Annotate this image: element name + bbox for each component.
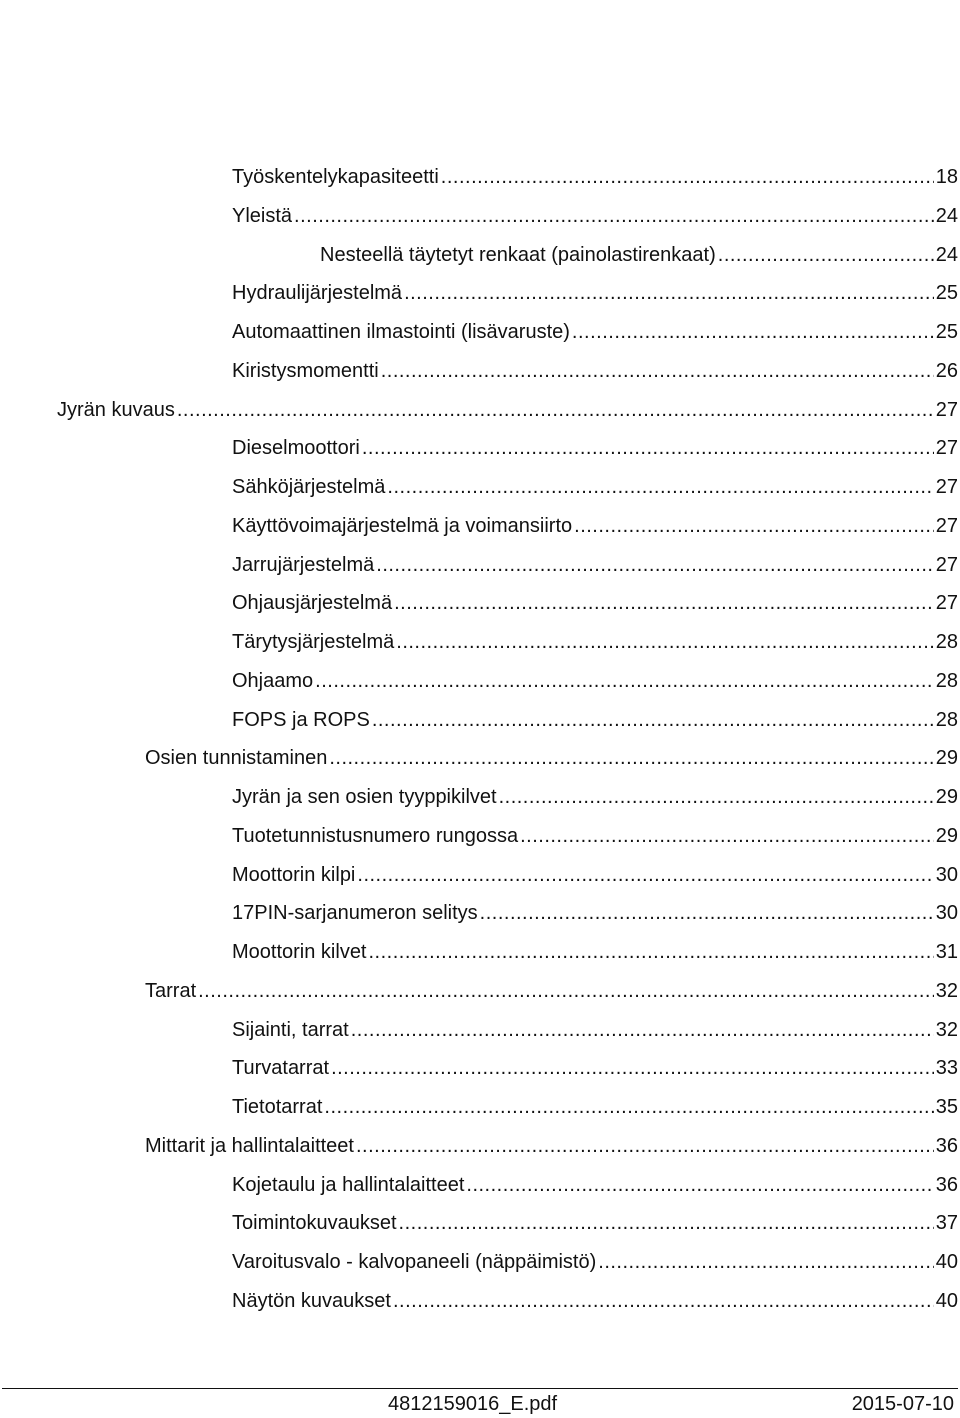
dot-leader [404,274,934,313]
toc-entry[interactable] [0,1127,958,1166]
toc-entry[interactable] [0,739,958,778]
toc-entry-page: 27 [935,437,958,460]
dot-leader [369,933,934,972]
dot-leader [441,158,934,197]
toc-entry-page: 27 [935,398,958,421]
footer-date: 2015-07-10 [851,1393,954,1415]
toc-entry-title: Tärytysjärjestelmä [232,631,395,653]
toc-entry-page: 18 [935,166,958,188]
toc-entry-title: Sijainti, tarrat [232,1018,349,1041]
toc-entry[interactable] [0,1204,958,1243]
toc-entry-title: Mittarit ja hallintalaitteet [145,1134,354,1157]
dot-leader [520,817,934,856]
toc-entry-title: Moottorin kilvet [232,941,367,963]
toc-entry-title: Kojetaulu ja hallintalaitteet [232,1173,465,1196]
table-of-contents [0,158,960,1321]
dot-leader [466,1166,933,1205]
toc-entry-title: Työskentelykapasiteetti [232,166,439,188]
toc-entry[interactable] [0,468,958,507]
toc-entry[interactable] [0,1166,958,1205]
toc-entry-title: Ohjaamo [232,669,314,692]
toc-entry-page: 25 [935,282,958,305]
dot-leader [574,507,934,546]
toc-entry[interactable] [0,584,958,623]
toc-entry-page: 27 [935,476,958,498]
dot-leader [718,236,934,275]
toc-entry-title: Nesteellä täytetyt renkaat (painolastirenkaat) [320,243,716,266]
toc-entry[interactable] [0,197,958,236]
toc-entry-page: 31 [935,941,958,963]
toc-entry[interactable] [0,546,958,585]
toc-entry-page: 35 [935,1096,958,1118]
footer-divider [2,1388,958,1389]
toc-entry-title: Tuotetunnistusnumero rungossa [232,824,519,847]
toc-entry-page: 32 [935,979,958,1002]
footer-filename: 4812159016_E.pdf [388,1393,558,1415]
toc-entry[interactable] [0,623,958,662]
dot-leader [351,1011,934,1050]
dot-leader [294,197,934,236]
toc-entry[interactable] [0,236,958,275]
toc-entry-page: 24 [935,243,958,266]
toc-entry-title: Varoitusvalo - kalvopaneeli (näppäimistö) [232,1251,597,1273]
dot-leader [499,778,934,817]
toc-entry[interactable] [0,391,958,430]
toc-entry-page: 29 [935,824,958,847]
dot-leader [572,313,934,352]
toc-entry-title: Tietotarrat [232,1096,323,1118]
toc-entry-title: Osien tunnistaminen [145,747,328,770]
dot-leader [598,1243,933,1282]
dot-leader [393,1282,934,1321]
toc-entry-title: Moottorin kilpi [232,863,356,886]
toc-entry-title: Kiristysmomentti [232,359,379,382]
dot-leader [394,584,934,623]
toc-entry-page: 32 [935,1018,958,1041]
dot-leader [329,739,933,778]
toc-entry-page: 40 [935,1289,958,1312]
toc-entry[interactable] [0,1282,958,1321]
toc-entry-page: 29 [935,747,958,770]
dot-leader [315,662,934,701]
toc-entry[interactable] [0,429,958,468]
dot-leader [376,546,933,585]
toc-entry[interactable] [0,313,958,352]
dot-leader [372,701,934,740]
dot-leader [177,391,934,430]
toc-entry-page: 28 [935,631,958,653]
toc-entry-page: 27 [935,514,958,537]
toc-entry-page: 28 [935,669,958,692]
toc-entry-title: Tarrat [145,979,197,1002]
toc-entry-page: 30 [935,902,958,925]
toc-entry[interactable] [0,1088,958,1127]
toc-entry[interactable] [0,701,958,740]
toc-entry[interactable] [0,1011,958,1050]
toc-entry-title: Sähköjärjestelmä [232,476,386,498]
dot-leader [387,468,933,507]
toc-entry-title: Näytön kuvaukset [232,1289,391,1312]
toc-entry-page: 26 [935,359,958,382]
dot-leader [399,1204,934,1243]
toc-entry-page: 37 [935,1212,958,1235]
toc-entry-page: 36 [935,1173,958,1196]
toc-entry-title: 17PIN-sarjanumeron selitys [232,902,478,925]
toc-entry-page: 27 [935,592,958,615]
dot-leader [381,352,934,391]
toc-entry[interactable] [0,1243,958,1282]
toc-entry[interactable] [0,894,958,933]
toc-entry[interactable] [0,817,958,856]
toc-entry[interactable] [0,933,958,972]
toc-entry-title: FOPS ja ROPS [232,708,370,731]
toc-entry[interactable] [0,778,958,817]
toc-entry-title: Hydraulijärjestelmä [232,282,403,305]
toc-entry-title: Yleistä [232,204,293,227]
dot-leader [480,894,934,933]
dot-leader [356,1127,934,1166]
dot-leader [396,623,933,662]
toc-entry-page: 33 [935,1057,958,1080]
toc-entry[interactable] [0,352,958,391]
toc-entry[interactable] [0,274,958,313]
toc-entry-page: 25 [935,321,958,343]
toc-entry-page: 28 [935,708,958,731]
toc-entry-title: Jyrän ja sen osien tyyppikilvet [232,786,497,808]
toc-entry-title: Automaattinen ilmastointi (lisävaruste) [232,321,570,343]
toc-entry-title: Ohjausjärjestelmä [232,592,393,615]
toc-entry-page: 30 [935,863,958,886]
toc-entry-title: Jyrän kuvaus [57,398,175,421]
dot-leader [357,856,933,895]
toc-entry-page: 24 [935,204,958,227]
toc-entry[interactable] [0,662,958,701]
toc-entry[interactable] [0,856,958,895]
toc-entry[interactable] [0,507,958,546]
dot-leader [331,1049,934,1088]
dot-leader [362,429,934,468]
toc-entry-page: 40 [935,1251,958,1273]
toc-entry-title: Turvatarrat [232,1057,330,1080]
toc-entry-page: 36 [935,1134,958,1157]
toc-entry-title: Toimintokuvaukset [232,1212,397,1235]
toc-entry-page: 27 [935,553,958,576]
toc-entry-title: Dieselmoottori [232,437,360,460]
dot-leader [198,972,934,1011]
toc-entry-title: Käyttövoimajärjestelmä ja voimansiirto [232,514,573,537]
toc-entry[interactable] [0,1049,958,1088]
toc-entry-page: 29 [935,786,958,808]
toc-entry[interactable] [0,972,958,1011]
toc-entry[interactable] [0,158,958,197]
toc-entry-title: Jarrujärjestelmä [232,553,375,576]
dot-leader [324,1088,933,1127]
